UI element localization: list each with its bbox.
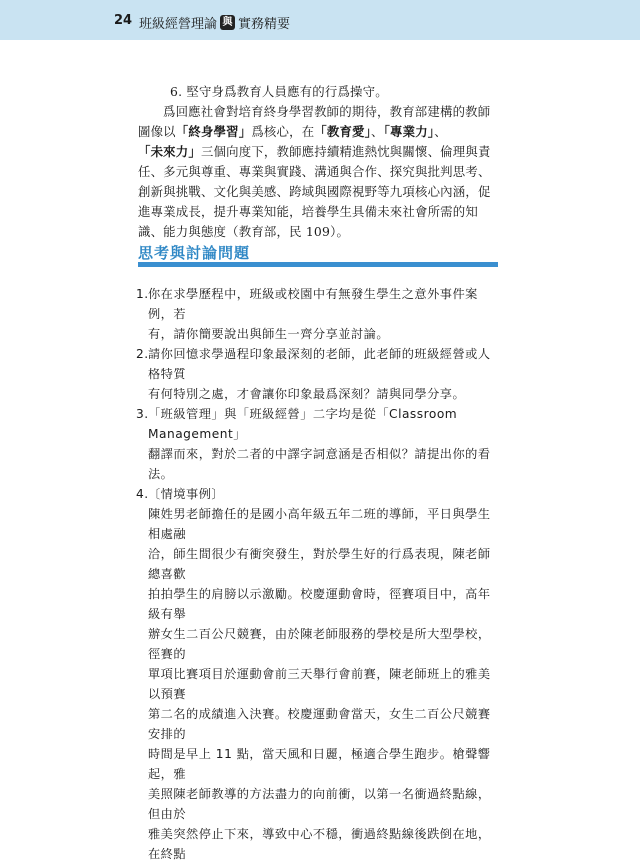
keyword-professional-power: 「專業力」 [383,124,435,139]
question-number: 1. [136,287,149,301]
question-2 [136,344,502,404]
running-header [0,0,640,40]
question-line: 辦女生二百公尺競賽，由於陳老師服務的學校是所大型學校，徑賽的 [148,627,491,661]
question-4 [136,484,502,864]
question-number: 3. [136,407,149,421]
question-line: 「班級管理」與「班級經營」二字均是從「Classroom Management」 [148,407,458,441]
question-line: 第二名的成績進入決賽。校慶運動會當天，女生二百公尺競賽安排的 [148,707,491,741]
question-line: 請你回憶求學過程印象最深刻的老師，此老師的班級經營或人格特質 [148,347,491,381]
question-line: 陳姓男老師擔任的是國小高年級五年二班的導師，平日與學生相處融 [148,507,491,541]
question-list [136,284,502,864]
section-underline [138,262,498,267]
question-line: 洽，師生間很少有衝突發生，對於學生好的行爲表現，陳老師總喜歡 [148,547,491,581]
question-line: 你在求學歷程中，班級或校園中有無發生學生之意外事件案例，若 [148,287,478,321]
question-line: 翻譯而來，對於二者的中譯字詞意涵是否相似？請提出你的看法。 [148,447,491,481]
para-text-2: 爲核心，在 [251,124,315,139]
keyword-educational-love: 「教育愛」 [314,124,372,139]
running-title-amp: 與 [220,15,235,30]
keyword-future-power: 「未來力」 [138,144,201,159]
para-text-1: 爲回應社會對培育終身學習教師的期待，教育部建構的教師圖像以 [138,104,491,139]
keyword-lifelong-learning: 「終身學習」 [175,124,252,139]
question-line: 有何特別之處，才會讓你印象最爲深刻？請與同學分享。 [148,387,466,401]
question-3 [136,404,502,484]
list-item-6: 6. 堅守身爲教育人員應有的行爲操守。 [170,84,388,99]
question-number: 2. [136,347,149,361]
question-number: 4. [136,487,149,501]
running-title-right: 實務精要 [238,17,291,32]
question-line: 雅美突然停止下來，導致中心不穩，衝過終點線後跌倒在地，在終點 [148,827,491,861]
para-text-5: 三個向度下，教師應持續精進熱忱與關懷、倫理與責任、多元與尊重、專業與實踐、溝通與合作、探究與批判思考、創新與挑戰、文化與美感、跨域與國際視野等九項核心內涵，促進專業成長，提升專業知能，培養學生具備未來社會所需的知識、能力與態度（教育部，民 109）。 [138,144,491,239]
body-text [138,82,498,242]
question-line: 有，請你簡要說出與師生一齊分享並討論。 [148,327,390,341]
running-title [139,13,290,32]
para-text-3: 、 [371,124,384,139]
question-line: 〔情境事例〕 [148,487,225,501]
question-line: 拍拍學生的肩膀以示激勵。校慶運動會時，徑賽項目中，高年級有舉 [148,587,491,621]
question-line: 美照陳老師教導的方法盡力的向前衝，以第一名衝過終點線，但由於 [148,787,491,821]
section-title: 思考與討論問題 [138,244,251,262]
para-text-4: 、 [434,124,447,139]
running-title-left: 班級經營理論 [139,17,218,32]
question-line: 單項比賽項目於運動會前三天舉行會前賽，陳老師班上的雅美以預賽 [148,667,491,701]
question-1 [136,284,502,344]
body-paragraph [138,102,498,242]
page-number: 24 [114,13,133,28]
question-line: 時間是早上 11 點，當天風和日麗，極適合學生跑步。槍聲響起，雅 [148,747,491,781]
